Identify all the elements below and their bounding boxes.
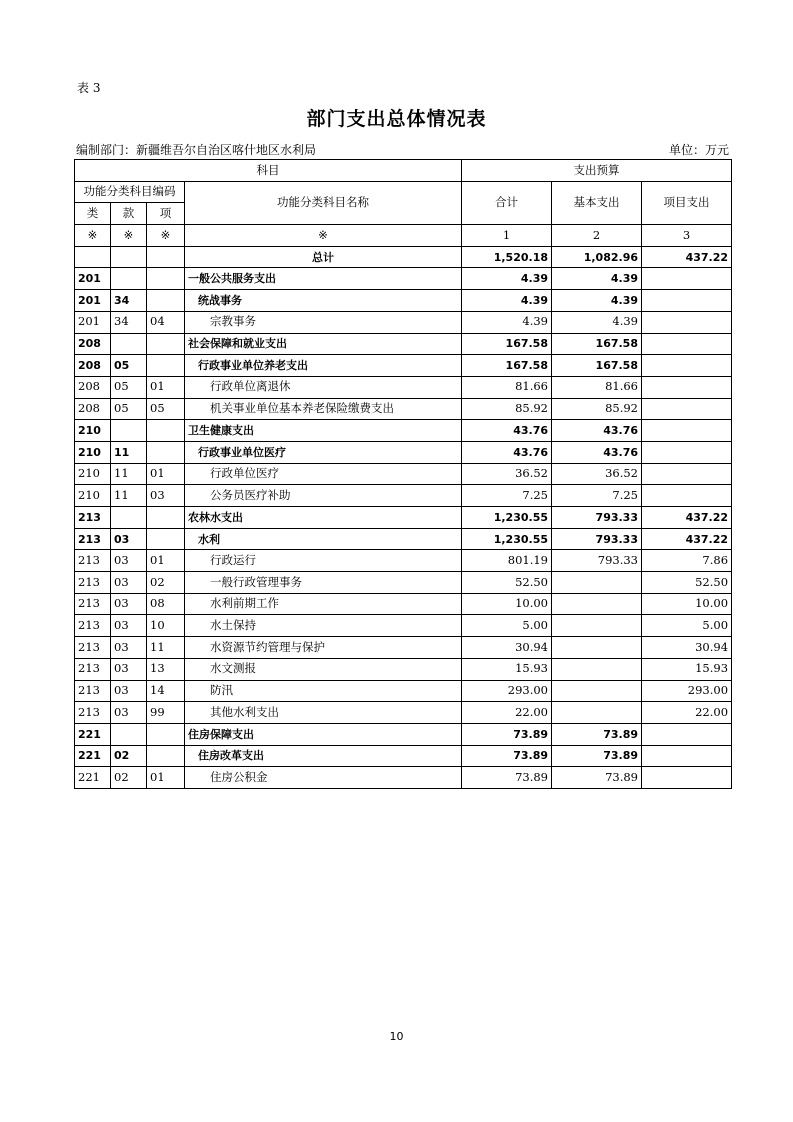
- sub-code: [147, 528, 185, 550]
- basic-value: 43.76: [552, 420, 642, 442]
- sub-code: 02: [147, 572, 185, 594]
- basic-value: 43.76: [552, 441, 642, 463]
- header-item: 款: [111, 203, 147, 225]
- subject-name: [185, 572, 462, 594]
- basic-value: 4.39: [552, 290, 642, 312]
- total-value: 5.00: [462, 615, 552, 637]
- basic-value: 4.39: [552, 311, 642, 333]
- item-code: 03: [111, 572, 147, 594]
- subject-name-text: 行政运行: [210, 552, 256, 567]
- item-code: 03: [111, 528, 147, 550]
- subject-name-text: 一般公共服务支出: [188, 272, 276, 286]
- subject-name: [185, 333, 462, 355]
- total-value: 10.00: [462, 593, 552, 615]
- class-code: 213: [75, 572, 111, 594]
- table-row: [75, 702, 732, 724]
- class-code: 213: [75, 680, 111, 702]
- basic-value: 81.66: [552, 376, 642, 398]
- basic-value: 85.92: [552, 398, 642, 420]
- project-value: 437.22: [642, 528, 732, 550]
- project-value: [642, 376, 732, 398]
- item-code: 11: [111, 441, 147, 463]
- subject-name: [185, 767, 462, 789]
- total-label: 总计: [185, 246, 462, 268]
- table-row: [75, 615, 732, 637]
- subject-name: [185, 268, 462, 290]
- sub-code: 05: [147, 398, 185, 420]
- subject-name-text: 行政单位离退休: [210, 379, 291, 394]
- table-row: [75, 550, 732, 572]
- table-row: [75, 572, 732, 594]
- col-index-1: 1: [462, 225, 552, 247]
- sub-code: [147, 723, 185, 745]
- item-code: 02: [111, 767, 147, 789]
- item-code: 03: [111, 550, 147, 572]
- total-code-2: [111, 246, 147, 268]
- sub-code: 01: [147, 550, 185, 572]
- basic-value: 36.52: [552, 463, 642, 485]
- sub-code: [147, 355, 185, 377]
- project-value: [642, 398, 732, 420]
- subject-name: [185, 615, 462, 637]
- subject-name-text: 宗教事务: [210, 314, 256, 329]
- table-row: [75, 637, 732, 659]
- item-code: [111, 507, 147, 529]
- basic-value: [552, 658, 642, 680]
- header-budget: 支出预算: [462, 160, 732, 182]
- total-value: 167.58: [462, 333, 552, 355]
- mark-cell: ※: [75, 225, 111, 247]
- subject-name: [185, 507, 462, 529]
- total-value: 36.52: [462, 463, 552, 485]
- subject-name-text: 防汛: [210, 683, 233, 698]
- basic-value: [552, 593, 642, 615]
- sub-code: 04: [147, 311, 185, 333]
- sub-code: [147, 507, 185, 529]
- sub-code: 10: [147, 615, 185, 637]
- class-code: 213: [75, 658, 111, 680]
- project-value: 52.50: [642, 572, 732, 594]
- subject-name-text: 农林水支出: [188, 510, 243, 524]
- subject-name: [185, 702, 462, 724]
- subject-name-text: 机关事业单位基本养老保险缴费支出: [210, 401, 394, 416]
- project-value: 437.22: [642, 507, 732, 529]
- class-code: 208: [75, 376, 111, 398]
- subject-name-text: 水利前期工作: [210, 596, 279, 611]
- subject-name-text: 行政事业单位医疗: [198, 445, 286, 459]
- project-value: [642, 723, 732, 745]
- class-code: 210: [75, 485, 111, 507]
- project-value: 293.00: [642, 680, 732, 702]
- subject-name-text: 住房保障支出: [188, 727, 254, 741]
- subject-name: [185, 398, 462, 420]
- subject-name: [185, 290, 462, 312]
- table-row: [75, 658, 732, 680]
- total-value: 293.00: [462, 680, 552, 702]
- item-code: [111, 268, 147, 290]
- class-code: 208: [75, 333, 111, 355]
- subject-name-text: 水土保持: [210, 618, 256, 633]
- basic-value: 793.33: [552, 528, 642, 550]
- basic-value: 793.33: [552, 507, 642, 529]
- table-row: [75, 745, 732, 767]
- table-row: [75, 268, 732, 290]
- class-code: 210: [75, 463, 111, 485]
- subject-name-text: 卫生健康支出: [188, 424, 254, 438]
- header-total: 合计: [462, 181, 552, 224]
- header-project: 项目支出: [642, 181, 732, 224]
- basic-value: 7.25: [552, 485, 642, 507]
- class-code: 208: [75, 355, 111, 377]
- item-code: 02: [111, 745, 147, 767]
- sub-code: 14: [147, 680, 185, 702]
- item-code: 11: [111, 485, 147, 507]
- subject-name: [185, 550, 462, 572]
- project-value: 5.00: [642, 615, 732, 637]
- item-code: 03: [111, 637, 147, 659]
- item-code: 05: [111, 376, 147, 398]
- project-value: [642, 268, 732, 290]
- col-index-2: 2: [552, 225, 642, 247]
- project-value: [642, 333, 732, 355]
- total-value: 73.89: [462, 767, 552, 789]
- subject-name: [185, 376, 462, 398]
- class-code: 201: [75, 268, 111, 290]
- total-value: 4.39: [462, 311, 552, 333]
- total-value: 1,230.55: [462, 507, 552, 529]
- col-index-3: 3: [642, 225, 732, 247]
- class-code: 201: [75, 290, 111, 312]
- basic-value: 167.58: [552, 333, 642, 355]
- subject-name: [185, 311, 462, 333]
- subject-name: [185, 680, 462, 702]
- subject-name-text: 社会保障和就业支出: [188, 337, 287, 351]
- subject-name: [185, 658, 462, 680]
- sub-code: 99: [147, 702, 185, 724]
- table-tag: 表 3: [77, 81, 101, 95]
- sub-code: 03: [147, 485, 185, 507]
- class-code: 213: [75, 593, 111, 615]
- table-row: [75, 311, 732, 333]
- basic-value: 73.89: [552, 723, 642, 745]
- project-value: [642, 355, 732, 377]
- item-code: 03: [111, 615, 147, 637]
- subject-name-text: 住房公积金: [210, 769, 268, 784]
- total-value: 7.25: [462, 485, 552, 507]
- class-code: 210: [75, 441, 111, 463]
- total-value: 81.66: [462, 376, 552, 398]
- total-sum: 1,520.18: [462, 246, 552, 268]
- total-value: 22.00: [462, 702, 552, 724]
- table-row: [75, 723, 732, 745]
- total-value: 167.58: [462, 355, 552, 377]
- class-code: 213: [75, 507, 111, 529]
- header-subject: 科目: [75, 160, 462, 182]
- mark-cell: ※: [185, 225, 462, 247]
- project-value: [642, 463, 732, 485]
- header-sub: 项: [147, 203, 185, 225]
- table-row: [75, 420, 732, 442]
- project-value: [642, 441, 732, 463]
- basic-value: [552, 680, 642, 702]
- project-value: 22.00: [642, 702, 732, 724]
- item-code: 03: [111, 702, 147, 724]
- subject-name-text: 公务员医疗补助: [210, 487, 291, 502]
- class-code: 213: [75, 550, 111, 572]
- table-row: [75, 463, 732, 485]
- project-value: [642, 420, 732, 442]
- basic-value: [552, 702, 642, 724]
- total-value: 73.89: [462, 745, 552, 767]
- page-title: 部门支出总体情况表: [306, 108, 487, 130]
- total-code-1: [75, 246, 111, 268]
- subject-name-text: 水资源节约管理与保护: [210, 639, 325, 654]
- header-basic: 基本支出: [552, 181, 642, 224]
- subject-name-text: 行政单位医疗: [210, 466, 279, 481]
- total-project: 437.22: [642, 246, 732, 268]
- subject-name: [185, 723, 462, 745]
- header-name: 功能分类科目名称: [185, 181, 462, 224]
- subject-name: [185, 485, 462, 507]
- sub-code: [147, 441, 185, 463]
- project-value: [642, 767, 732, 789]
- mark-cell: ※: [147, 225, 185, 247]
- table-row: [75, 290, 732, 312]
- header-code-group: 功能分类科目编码: [75, 181, 185, 203]
- table-row: [75, 507, 732, 529]
- table-row: [75, 441, 732, 463]
- sub-code: 11: [147, 637, 185, 659]
- project-value: [642, 745, 732, 767]
- subject-name-text: 水利: [198, 532, 220, 546]
- project-value: [642, 485, 732, 507]
- item-code: 03: [111, 658, 147, 680]
- total-value: 4.39: [462, 290, 552, 312]
- total-value: 1,230.55: [462, 528, 552, 550]
- table-row: [75, 680, 732, 702]
- class-code: 201: [75, 311, 111, 333]
- subject-name: [185, 637, 462, 659]
- subject-name-text: 统战事务: [198, 293, 242, 307]
- class-code: 213: [75, 637, 111, 659]
- total-value: 52.50: [462, 572, 552, 594]
- table-row: [75, 376, 732, 398]
- class-code: 221: [75, 745, 111, 767]
- table-row: [75, 333, 732, 355]
- item-code: [111, 723, 147, 745]
- total-value: 15.93: [462, 658, 552, 680]
- class-code: 208: [75, 398, 111, 420]
- sub-code: [147, 745, 185, 767]
- total-value: 73.89: [462, 723, 552, 745]
- table-row: [75, 485, 732, 507]
- item-code: 03: [111, 593, 147, 615]
- sub-code: 01: [147, 767, 185, 789]
- item-code: 34: [111, 311, 147, 333]
- item-code: [111, 420, 147, 442]
- total-value: 801.19: [462, 550, 552, 572]
- item-code: 05: [111, 355, 147, 377]
- subject-name: [185, 441, 462, 463]
- class-code: 221: [75, 723, 111, 745]
- item-code: 11: [111, 463, 147, 485]
- subject-name-text: 其他水利支出: [210, 704, 279, 719]
- header-class: 类: [75, 203, 111, 225]
- subject-name: [185, 463, 462, 485]
- table-row: [75, 593, 732, 615]
- sub-code: [147, 420, 185, 442]
- sub-code: 08: [147, 593, 185, 615]
- item-code: 34: [111, 290, 147, 312]
- total-row: [75, 246, 732, 268]
- total-value: 43.76: [462, 441, 552, 463]
- table-row: [75, 767, 732, 789]
- project-value: 7.86: [642, 550, 732, 572]
- sub-code: 01: [147, 463, 185, 485]
- basic-value: 793.33: [552, 550, 642, 572]
- mark-cell: ※: [111, 225, 147, 247]
- class-code: 213: [75, 528, 111, 550]
- item-code: [111, 333, 147, 355]
- total-code-3: [147, 246, 185, 268]
- subject-name: [185, 420, 462, 442]
- total-value: 30.94: [462, 637, 552, 659]
- expenditure-table: [74, 159, 732, 789]
- project-value: 30.94: [642, 637, 732, 659]
- sub-code: 01: [147, 376, 185, 398]
- table-row: [75, 398, 732, 420]
- subject-name-text: 水文测报: [210, 661, 256, 676]
- basic-value: 73.89: [552, 767, 642, 789]
- basic-value: [552, 572, 642, 594]
- basic-value: 73.89: [552, 745, 642, 767]
- class-code: 221: [75, 767, 111, 789]
- project-value: 15.93: [642, 658, 732, 680]
- basic-value: 167.58: [552, 355, 642, 377]
- item-code: 03: [111, 680, 147, 702]
- sub-code: [147, 268, 185, 290]
- page-number: 10: [389, 1030, 404, 1043]
- class-code: 210: [75, 420, 111, 442]
- total-value: 4.39: [462, 268, 552, 290]
- subject-name: [185, 528, 462, 550]
- subject-name: [185, 593, 462, 615]
- subject-name: [185, 745, 462, 767]
- basic-value: [552, 615, 642, 637]
- project-value: 10.00: [642, 593, 732, 615]
- department-label: 编制部门：新疆维吾尔自治区喀什地区水利局: [76, 143, 317, 157]
- table-row: [75, 528, 732, 550]
- subject-name-text: 行政事业单位养老支出: [198, 359, 308, 373]
- sub-code: [147, 290, 185, 312]
- total-basic: 1,082.96: [552, 246, 642, 268]
- class-code: 213: [75, 615, 111, 637]
- total-value: 85.92: [462, 398, 552, 420]
- table-row: [75, 355, 732, 377]
- project-value: [642, 290, 732, 312]
- subject-name-text: 一般行政管理事务: [210, 574, 302, 589]
- subject-name: [185, 355, 462, 377]
- total-value: 43.76: [462, 420, 552, 442]
- project-value: [642, 311, 732, 333]
- class-code: 213: [75, 702, 111, 724]
- sub-code: 13: [147, 658, 185, 680]
- basic-value: [552, 637, 642, 659]
- basic-value: 4.39: [552, 268, 642, 290]
- unit-label: 单位：万元: [668, 143, 729, 157]
- item-code: 05: [111, 398, 147, 420]
- sub-code: [147, 333, 185, 355]
- subject-name-text: 住房改革支出: [198, 749, 264, 763]
